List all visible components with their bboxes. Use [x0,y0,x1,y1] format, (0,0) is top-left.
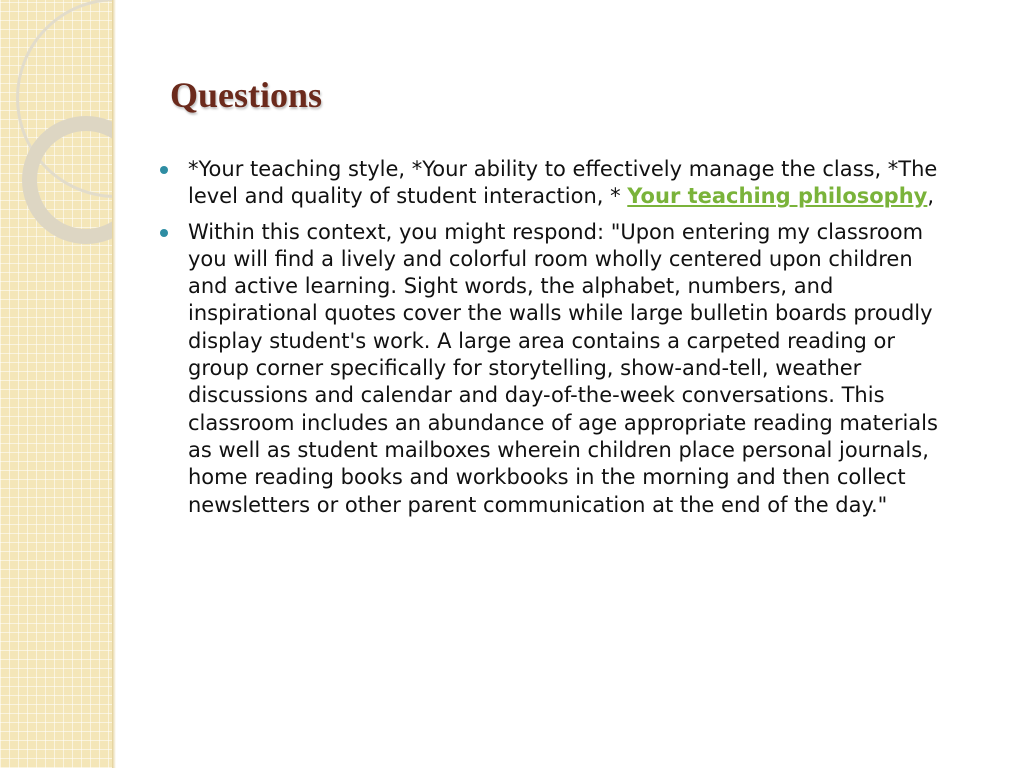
bullet-item [160,219,940,519]
bullet-item [160,156,940,211]
bullet-dot-icon [160,229,168,237]
bullet-text-after: , [927,184,935,209]
slide-title: Questions [170,75,323,115]
bullet-dot-icon [160,166,168,174]
bullet-text: Within this context, you might respond: "Upon entering my classroom you will find a lively and colorful room wholly centered upon children and active learning. Sight words, the alphabet, numbers, and inspirational quotes cover the walls while large bulletin boards proudly display student's work. A large area contains a carpeted reading or group corner specifically for storytelling, show-and-tell, weather discussions and calendar and day-of-the-week conversations. This classroom includes an abundance of age appropriate reading materials as well as student mailboxes wherein children place personal journals, home reading books and workbooks in the morning and then collect newsletters or other parent communication at the end of the day." [188,219,938,517]
teaching-philosophy-link[interactable]: Your teaching philosophy [627,184,928,209]
bullet-text-before: *Your teaching style, *Your ability to effectively manage the class, *The level and quality of student interaction, * [188,157,938,209]
bullet-list [160,156,940,527]
decorative-sidebar [0,0,112,768]
sidebar-edge [112,0,116,768]
